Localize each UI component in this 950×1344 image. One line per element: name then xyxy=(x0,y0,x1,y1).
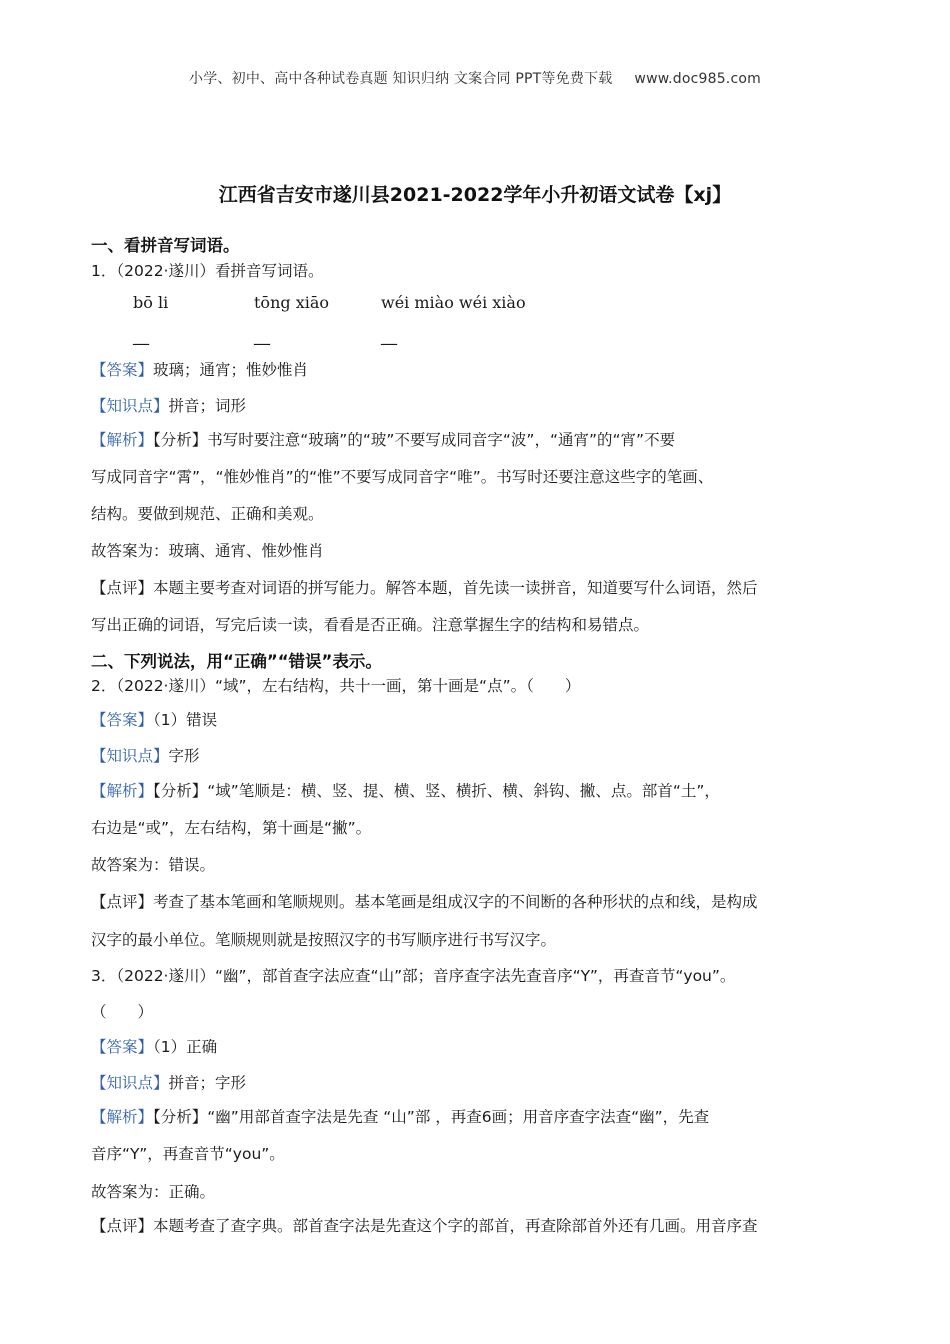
q1-analysis-text-1: 【分析】书写时要注意“玻璃”的“玻”不要写成同音字“波”，“通宵”的“宵”不要 xyxy=(153,431,676,449)
q1-answer xyxy=(91,358,866,380)
answer-blank-3[interactable]: __ xyxy=(381,326,397,345)
section-heading-2: 二、下列说法，用“正确”“错误”表示。 xyxy=(91,652,382,671)
analysis-tag: 【解析】 xyxy=(91,1108,154,1126)
q2-comment-2: 汉字的最小单位。笔顺规则就是按照汉字的书写顺序进行书写汉字。 xyxy=(91,931,557,949)
q2-knowledge xyxy=(91,744,866,766)
q2-analysis-text-1: 【分析】“域”笔顺是：横、竖、提、横、竖、横折、横、斜钩、撇、点。部首“土”， xyxy=(153,782,720,800)
answer-tag: 【答案】 xyxy=(91,1038,154,1056)
q2-knowledge-text: 字形 xyxy=(168,747,200,765)
answer-tag: 【答案】 xyxy=(91,361,154,379)
q2-answer xyxy=(91,708,866,730)
q1-answer-text: 玻璃；通宵；惟妙惟肖 xyxy=(153,361,309,379)
page-title: 江西省吉安市遂川县2021-2022学年小升初语文试卷【xj】 xyxy=(218,184,732,206)
banner-url[interactable]: www.doc985.com xyxy=(634,71,761,87)
analysis-tag: 【解析】 xyxy=(91,431,154,449)
q2-analysis-3: 故答案为：错误。 xyxy=(91,856,216,874)
q3-analysis-1 xyxy=(91,1105,866,1127)
q2-comment-1: 【点评】考查了基本笔画和笔顺规则。基本笔画是组成汉字的不间断的各种形状的点和线，是构成 xyxy=(91,893,758,911)
q3-analysis-2: 音序“Y”，再查音节“you”。 xyxy=(91,1145,285,1163)
banner-text: 小学、初中、高中各种试卷真题 知识归纳 文案合同 PPT等免费下载 xyxy=(189,71,613,87)
section-heading-1: 一、看拼音写词语。 xyxy=(91,236,240,255)
knowledge-tag: 【知识点】 xyxy=(91,747,169,765)
q3-knowledge xyxy=(91,1071,866,1093)
q3-answer xyxy=(91,1035,866,1057)
pinyin-3: wéi miào wéi xiào xyxy=(381,293,526,312)
q1-comment-1: 【点评】本题主要考查对词语的拼写能力。解答本题，首先读一读拼音，知道要写什么词语，然后 xyxy=(91,579,758,597)
q3-answer-text: （1）正确 xyxy=(153,1038,218,1056)
analysis-tag: 【解析】 xyxy=(91,782,154,800)
answer-blank-1[interactable]: __ xyxy=(133,326,149,345)
answer-tag: 【答案】 xyxy=(91,711,154,729)
q1-analysis-2: 写成同音字“霄”，“惟妙惟肖”的“惟”不要写成同音字“唯”。书写时还要注意这些字的笔画、 xyxy=(91,468,714,486)
q1-knowledge xyxy=(91,394,866,416)
q2-analysis-2: 右边是“或”，左右结构，第十画是“撇”。 xyxy=(91,819,372,837)
pinyin-1: bō li xyxy=(133,293,169,312)
question-3-stem-2: （ ） xyxy=(91,1003,154,1021)
q2-analysis-1 xyxy=(91,779,866,801)
q3-analysis-text-1: 【分析】“幽”用部首查字法是先查 “山”部 ，再查6画；用音序查字法查“幽”，先查 xyxy=(153,1108,710,1126)
q1-comment-2: 写出正确的词语，写完后读一读，看看是否正确。注意掌握生字的结构和易错点。 xyxy=(91,616,650,634)
q1-knowledge-text: 拼音；词形 xyxy=(168,397,247,415)
page-banner xyxy=(0,68,950,88)
q3-analysis-3: 故答案为：正确。 xyxy=(91,1183,216,1201)
question-2-stem: 2．（2022·遂川）“域”，左右结构，共十一画，第十画是“点”。（ ） xyxy=(91,677,581,695)
knowledge-tag: 【知识点】 xyxy=(91,397,169,415)
question-3-stem-1: 3．（2022·遂川）“幽”，部首查字法应查“山”部；音序查字法先查音序“Y”，再查音节“you”。 xyxy=(91,967,736,985)
q3-knowledge-text: 拼音；字形 xyxy=(168,1074,247,1092)
pinyin-2: tōng xiāo xyxy=(254,293,330,312)
q1-analysis-3: 结构。要做到规范、正确和美观。 xyxy=(91,505,324,523)
q1-analysis-4: 故答案为：玻璃、通宵、惟妙惟肖 xyxy=(91,542,324,560)
answer-blank-2[interactable]: __ xyxy=(254,326,270,345)
question-1-stem: 1．（2022·遂川）看拼音写词语。 xyxy=(91,262,324,280)
knowledge-tag: 【知识点】 xyxy=(91,1074,169,1092)
q1-analysis-1 xyxy=(91,428,866,450)
q3-comment-1: 【点评】本题考查了查字典。部首查字法是先查这个字的部首，再查除部首外还有几画。用音序查 xyxy=(91,1217,758,1235)
q2-answer-text: （1）错误 xyxy=(153,711,218,729)
